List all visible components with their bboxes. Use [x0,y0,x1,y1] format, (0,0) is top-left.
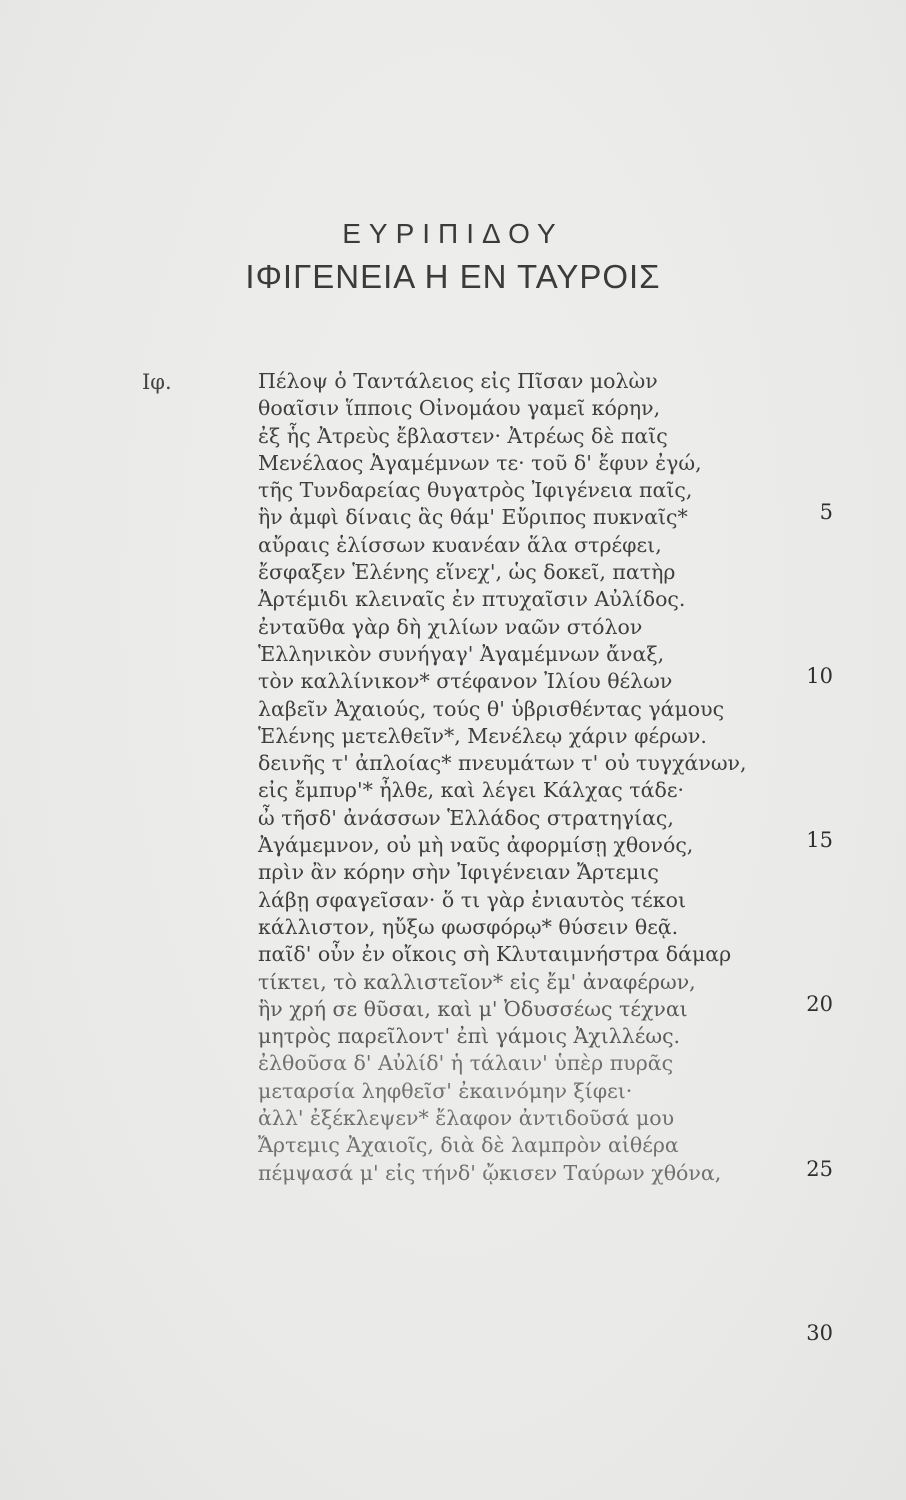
verse-line: Ἀγάμεμνον, οὐ μὴ ναῦς ἀφορμίσῃ χθονός, [258,833,694,858]
verse-line: ἐλθοῦσα δ' Αὐλίδ' ἡ τάλαιν' ὑπὲρ πυρᾶς [258,1051,674,1076]
speaker-label: Ιφ. [142,370,172,394]
verse-line: ἣν χρή σε θῦσαι, καὶ μ' Ὀδυσσέως τέχναι [258,996,688,1021]
verse-line: ἣν ἀμφὶ δίναις ἃς θάμ' Εὔριπος πυκναῖς* [258,505,688,530]
verse-line: παῖδ' οὖν ἐν οἴκοις σὴ Κλυταιμνήστρα δάμαρ [258,942,732,967]
verse-line: λάβῃ σφαγεῖσαν· ὅ τι γὰρ ἐνιαυτὸς τέκοι [258,887,686,912]
verse-block [258,368,758,1187]
line-number: 15 [806,828,833,852]
line-number: 30 [806,1321,833,1345]
verse-line: μεταρσία ληφθεῖσ' ἐκαινόμην ξίφει· [258,1078,633,1103]
verse-line: πρὶν ἂν κόρην σὴν Ἰφιγένειαν Ἄρτεμις [258,860,659,885]
verse-line: εἰς ἔμπυρ'* ἦλθε, καὶ λέγει Κάλχας τάδε· [258,778,684,803]
verse-line: ἐξ ἧς Ἀτρεὺς ἔβλαστεν· Ἀτρέως δὲ παῖς [258,423,668,448]
verse-line: μητρὸς παρεῖλοντ' ἐπὶ γάμοις Ἀχιλλέως. [258,1024,681,1049]
play-title: ΙΦΙΓΕΝΕΙΑ Η ΕΝ ΤΑΥΡΟΙΣ [245,258,661,295]
verse-line: τῆς Τυνδαρείας θυγατρὸς Ἰφιγένεια παῖς, [258,478,693,503]
line-number: 20 [806,992,833,1016]
verse-line: Πέλοψ ὁ Ταντάλειος εἰς Πῖσαν μολὼν [258,369,658,393]
line-number: 10 [806,664,833,688]
verse-line: ὦ τῆσδ' ἀνάσσων Ἑλλάδος στρατηγίας, [258,805,674,830]
verse-line: ἀλλ' ἐξέκλεψεν* ἔλαφον ἀντιδοῦσά μου [258,1106,675,1131]
verse-line: ἐνταῦθα γὰρ δὴ χιλίων ναῶν στόλον [258,614,643,639]
line-number: 5 [819,500,833,524]
line-number: 25 [806,1157,833,1181]
verse-line: τίκτει, τὸ καλλιστεῖον* εἰς ἔμ' ἀναφέρων, [258,969,696,994]
verse-line: Ἄρτεμις Ἀχαιοῖς, διὰ δὲ λαμπρὸν αἰθέρα [258,1133,679,1158]
verse-line: πέμψασά μ' εἰς τήνδ' ᾤκισεν Ταύρων χθόνα, [258,1160,722,1185]
verse-line: δεινῆς τ' ἀπλοίας* πνευμάτων τ' οὐ τυγχάνων, [258,751,747,776]
author-heading: ΕΥΡΙΠΙΔΟΥ [342,218,564,249]
verse-line: Ἑλληνικὸν συνήγαγ' Ἀγαμέμνων ἄναξ, [258,641,665,666]
verse-line: Ἀρτέμιδι κλειναῖς ἐν πτυχαῖσιν Αὐλίδος. [258,587,686,612]
verse-line: θοαῖσιν ἵπποις Οἰνομάου γαμεῖ κόρην, [258,396,661,421]
verse-line: λαβεῖν Ἀχαιούς, τούς θ' ὑβρισθέντας γάμους [258,696,725,721]
verse-line: Μενέλαος Ἀγαμέμνων τε· τοῦ δ' ἔφυν ἐγώ, [258,450,702,475]
verse-line: Ἑλένης μετελθεῖν*, Μενέλεῳ χάριν φέρων. [258,723,707,748]
verse-line: ἔσφαξεν Ἑλένης εἵνεχ', ὡς δοκεῖ, πατὴρ [258,560,676,585]
verse-line: κάλλιστον, ηὔξω φωσφόρῳ* θύσειν θεᾷ. [258,914,679,939]
verse-line: τὸν καλλίνικον* στέφανον Ἰλίου θέλων [258,669,673,694]
verse-line: αὔραις ἑλίσσων κυανέαν ἅλα στρέφει, [258,532,662,557]
